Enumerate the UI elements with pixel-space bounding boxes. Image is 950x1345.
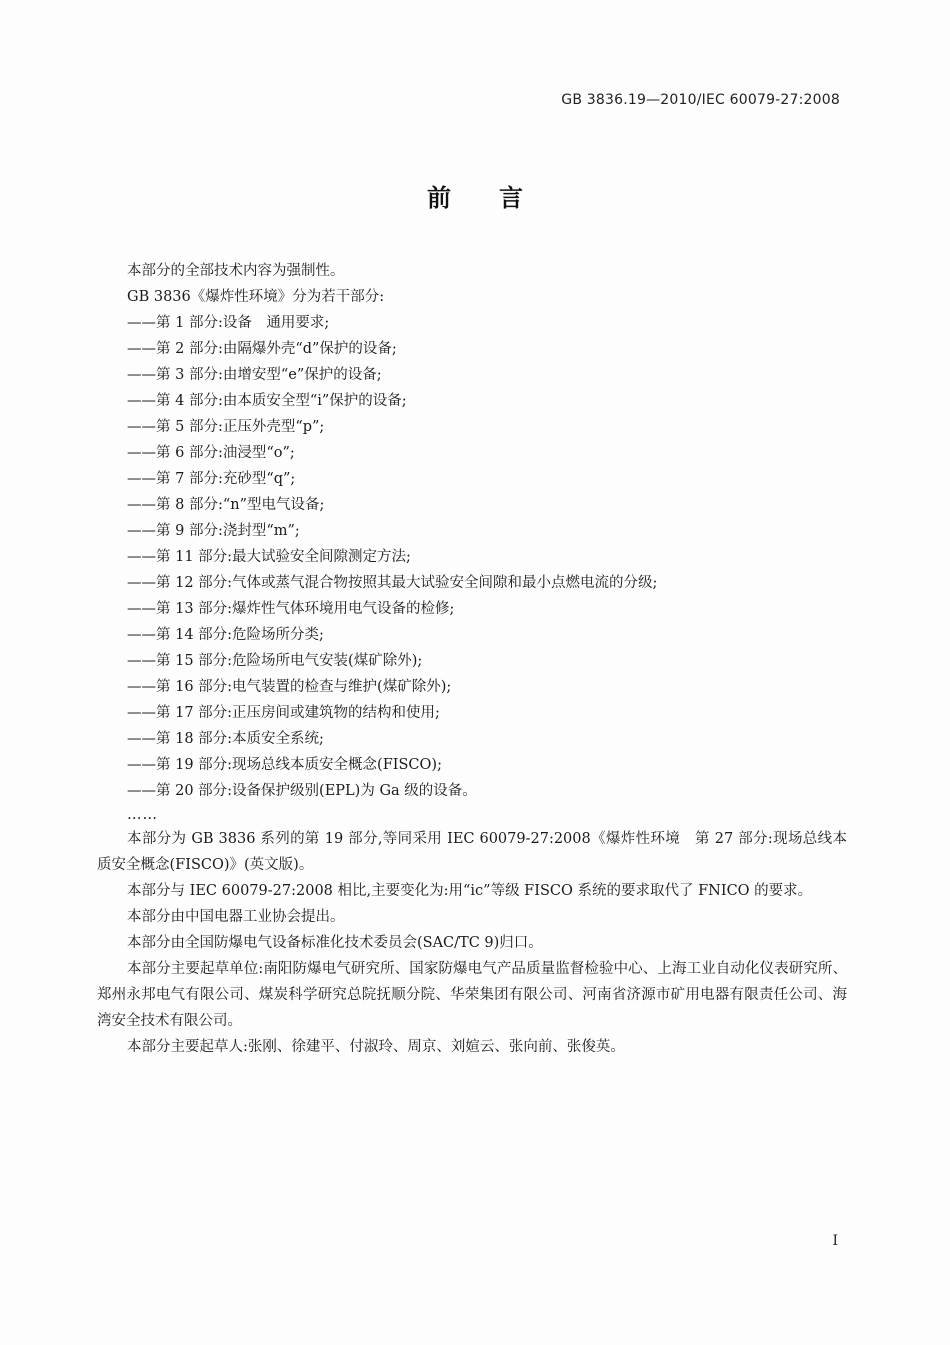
paragraph-drafting-units: 本部分主要起草单位:南阳防爆电气研究所、国家防爆电气产品质量监督检验中心、上海工业自动化仪表研究所、郑州永邦电气有限公司、煤炭科学研究总院抚顺分院、华荣集团有限公司、河南省济源市矿用电器有限责任公司、海湾安全技术有限公司。 [97, 961, 847, 1029]
page-title: 前言 [427, 184, 571, 212]
list-item: ——第 11 部分:最大试验安全间隙测定方法; [127, 549, 411, 565]
foreword-body [97, 258, 847, 1060]
parts-list [97, 310, 847, 804]
paragraph-proposer: 本部分由中国电器工业协会提出。 [127, 909, 345, 925]
list-item: ——第 3 部分:由增安型“e”保护的设备; [127, 367, 382, 383]
list-item: ——第 6 部分:油浸型“o”; [127, 445, 295, 461]
page-number: I [832, 1233, 838, 1249]
paragraph-drafters: 本部分主要起草人:张刚、徐建平、付淑玲、周京、刘媗云、张向前、张俊英。 [127, 1039, 625, 1055]
intro-mandatory: 本部分的全部技术内容为强制性。 [127, 263, 345, 279]
list-ellipsis: …… [127, 807, 158, 823]
list-item: ——第 9 部分:浇封型“m”; [127, 523, 300, 539]
paragraph-changes: 本部分与 IEC 60079-27:2008 相比,主要变化为:用“ic”等级 FISCO 系统的要求取代了 FNICO 的要求。 [127, 883, 813, 899]
list-item: ——第 1 部分:设备 通用要求; [127, 315, 330, 331]
standard-number: GB 3836.19—2010/IEC 60079-27:2008 [561, 92, 840, 108]
list-item: ——第 4 部分:由本质安全型“i”保护的设备; [127, 393, 407, 409]
list-item: ——第 16 部分:电气装置的检查与维护(煤矿除外); [127, 679, 452, 695]
intro-series: GB 3836《爆炸性环境》分为若干部分: [127, 289, 385, 305]
list-item: ——第 12 部分:气体或蒸气混合物按照其最大试验安全间隙和最小点燃电流的分级; [127, 575, 658, 591]
list-item: ——第 2 部分:由隔爆外壳“d”保护的设备; [127, 341, 397, 357]
paragraph-adoption: 本部分为 GB 3836 系列的第 19 部分,等同采用 IEC 60079-27:2008《爆炸性环境 第 27 部分:现场总线本质安全概念(FISCO)》(英文版)。 [97, 831, 847, 873]
list-item: ——第 13 部分:爆炸性气体环境用电气设备的检修; [127, 601, 455, 617]
list-item: ——第 17 部分:正压房间或建筑物的结构和使用; [127, 705, 440, 721]
list-item: ——第 18 部分:本质安全系统; [127, 731, 324, 747]
list-item: ——第 14 部分:危险场所分类; [127, 627, 324, 643]
paragraph-committee: 本部分由全国防爆电气设备标准化技术委员会(SAC/TC 9)归口。 [127, 935, 543, 951]
list-item: ——第 15 部分:危险场所电气安装(煤矿除外); [127, 653, 423, 669]
list-item: ——第 5 部分:正压外壳型“p”; [127, 419, 325, 435]
list-item: ——第 8 部分:“n”型电气设备; [127, 497, 325, 513]
list-item: ——第 7 部分:充砂型“q”; [127, 471, 296, 487]
list-item: ——第 19 部分:现场总线本质安全概念(FISCO); [127, 757, 442, 773]
list-item: ——第 20 部分:设备保护级别(EPL)为 Ga 级的设备。 [127, 783, 477, 799]
